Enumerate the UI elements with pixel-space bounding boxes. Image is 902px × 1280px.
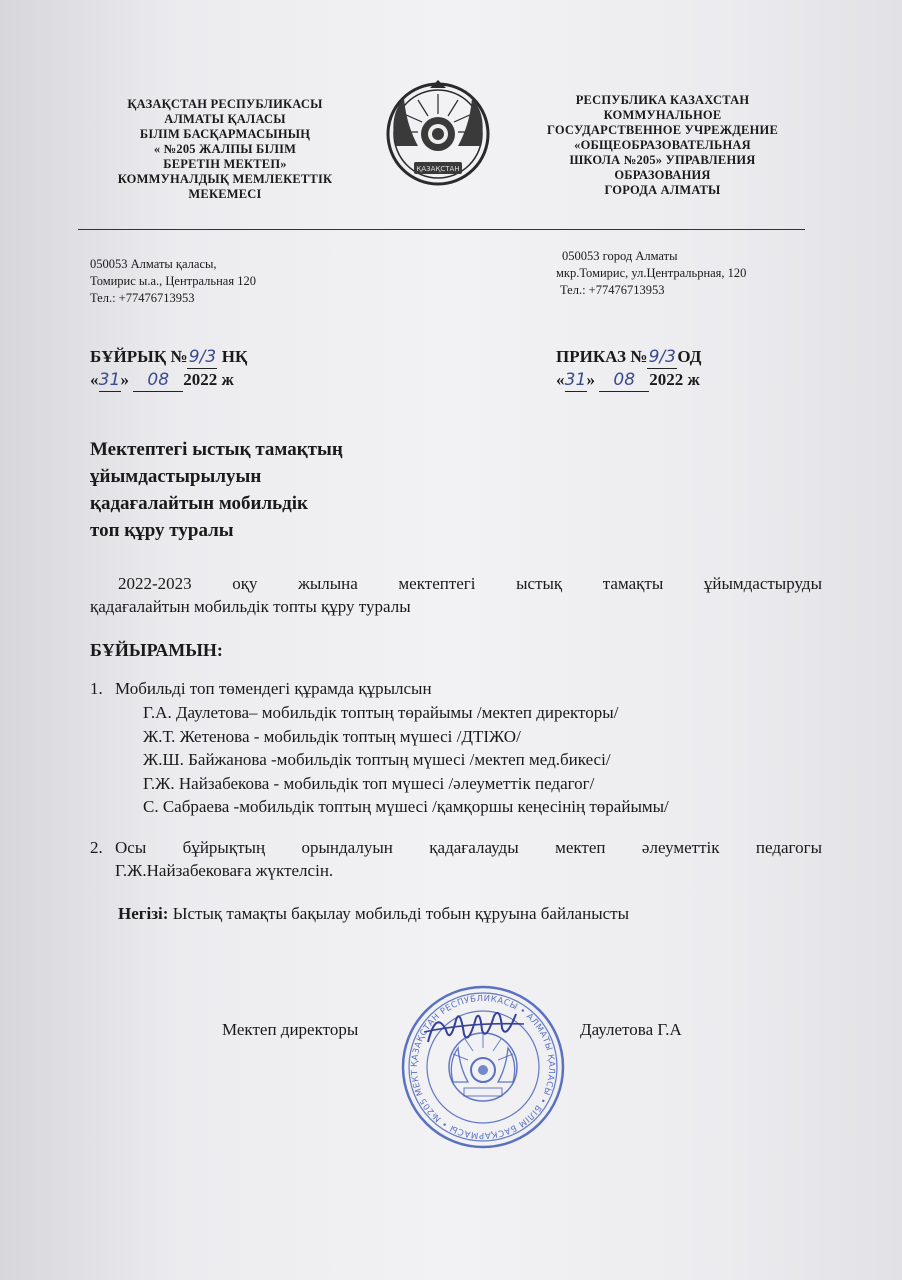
- member-item: Ж.Ш. Байжанова -мобильдік топтың мүшесі /мектеп мед.бикесі/: [143, 750, 611, 769]
- signature-name: Даулетова Г.А: [580, 1020, 682, 1039]
- header-ru-line: «ОБЩЕОБРАЗОВАТЕЛЬНАЯ: [574, 138, 751, 152]
- member-item: Г.Ж. Найзабекова - мобильдік топ мүшесі /әлеуметтік педагог/: [143, 773, 595, 793]
- list-item-2: [90, 836, 822, 882]
- order-kz-date-line: «31» 08 2022 ж: [90, 370, 234, 390]
- header-ru-line: ШКОЛА №205» УПРАВЛЕНИЯ: [569, 153, 756, 167]
- header-kz-line: ҚАЗАҚСТАН РЕСПУБЛИКАСЫ: [127, 97, 323, 111]
- address-ru-line: мкр.Томирис, ул.Центральрная, 120: [556, 266, 747, 280]
- basis-label: Негізі:: [118, 904, 169, 923]
- list-number: 1.: [90, 679, 103, 698]
- title-line: Мектептегі ыстық тамақтың: [90, 439, 343, 460]
- header-kz-line: БЕРЕТІН МЕКТЕП»: [163, 157, 287, 171]
- order-kz-month: 08: [133, 369, 183, 392]
- header-ru: [530, 93, 795, 198]
- address-ru-line: 050053 город Алматы: [562, 249, 678, 263]
- order-ru-date-line: «31» 08 2022 ж: [556, 370, 700, 390]
- header-kz-line: КОММУНАЛДЫҚ МЕМЛЕКЕТТІК: [117, 172, 333, 186]
- header-ru-line: ГОРОДА АЛМАТЫ: [604, 183, 721, 197]
- signature-role: Мектеп директоры: [222, 1020, 359, 1039]
- intro-paragraph: [90, 572, 822, 618]
- order-ru-number: 9/3: [648, 347, 676, 367]
- order-kz-day: 31: [98, 370, 121, 390]
- list-item-2-line-2: Г.Ж.Найзабековаға жүктелсін.: [115, 861, 334, 880]
- order-kz-number-line: [90, 346, 390, 369]
- decree-heading: БҰЙЫРАМЫН:: [90, 640, 223, 660]
- signature-graphic: [420, 1000, 530, 1060]
- stamp-ring-text: ҚАЗАҚСТАН РЕСПУБЛИКАСЫ • АЛМАТЫ ҚАЛАСЫ • БІЛІМ БАСҚАРМАСЫ • №205 МЕКТ: [409, 993, 557, 1141]
- header-divider: [78, 229, 805, 230]
- member-item: С. Сабраева -мобильдік топтың мүшесі /қамқоршы кеңесінің төрайымы/: [143, 797, 669, 816]
- header-ru-line: РЕСПУБЛИКА КАЗАХСТАН: [575, 93, 750, 107]
- order-ru: [556, 346, 856, 392]
- order-kz-suffix: НҚ: [217, 347, 248, 366]
- header-kz-line: БІЛІМ БАСҚАРМАСЫНЫҢ: [139, 127, 311, 141]
- order-ru-month: 08: [599, 369, 649, 392]
- order-ru-label: ПРИКАЗ №: [556, 347, 648, 366]
- order-kz-number: 9/3: [188, 347, 217, 367]
- address-ru-line: Тел.: +77476713953: [560, 283, 665, 297]
- list-number: 2.: [90, 838, 103, 857]
- address-kz-line: Томирис ы.а., Центральная 120: [90, 274, 256, 288]
- emblem-label: ҚАЗАҚСТАН: [416, 165, 460, 173]
- order-kz: [90, 346, 390, 392]
- order-ru-year: 2022 ж: [649, 370, 700, 389]
- header-kz-line: АЛМАТЫ ҚАЛАСЫ: [164, 112, 286, 126]
- list-item-2-line-1: Осы бұйрықтың орындалуын қадағалауды мектеп әлеуметтік педагогы: [115, 838, 822, 857]
- address-kz-line: Тел.: +77476713953: [90, 291, 195, 305]
- basis-line: [118, 902, 818, 925]
- address-ru: [556, 248, 856, 299]
- order-kz-year: 2022 ж: [183, 370, 234, 389]
- header-kz-line: « №205 ЖАЛПЫ БІЛІМ: [153, 142, 297, 156]
- order-ru-suffix: ОД: [677, 347, 702, 366]
- header-ru-line: ОБРАЗОВАНИЯ: [614, 168, 711, 182]
- document-title: [90, 436, 490, 544]
- member-list: [143, 701, 833, 819]
- list-item-1: [90, 677, 822, 700]
- order-ru-day: 31: [564, 370, 587, 390]
- list-item-1-text: Мобильді топ төмендегі құрамда құрылсын: [115, 679, 432, 698]
- director-signature: [420, 1000, 530, 1060]
- order-kz-label: БҰЙРЫҚ №: [90, 347, 188, 366]
- address-kz-line: 050053 Алматы қаласы,: [90, 257, 217, 271]
- title-line: қадағалайтын мобильдік: [90, 493, 309, 514]
- title-line: топ құру туралы: [90, 520, 234, 541]
- header-ru-line: ГОСУДАРСТВЕННОЕ УЧРЕЖДЕНИЕ: [547, 123, 778, 137]
- state-emblem: [378, 76, 498, 196]
- address-kz: [90, 256, 390, 307]
- title-line: ұйымдастырылуын: [90, 466, 262, 487]
- intro-line-2: қадағалайтын мобильдік топты құру туралы: [90, 597, 411, 616]
- header-kz-line: МЕКЕМЕСІ: [188, 187, 262, 201]
- emblem-graphic: [378, 76, 498, 196]
- intro-line-1: 2022-2023 оқу жылына мектептегі ыстық тамақты ұйымдастыруды: [118, 574, 822, 593]
- header-kz: [100, 97, 350, 202]
- member-item: Ж.Т. Жетенова - мобильдік топтың мүшесі /ДТІЖО/: [143, 726, 521, 746]
- basis-text: Ыстық тамақты бақылау мобильді тобын құруына байланысты: [168, 904, 630, 923]
- member-item: Г.А. Даулетова– мобильдік топтың төрайымы /мектеп директоры/: [143, 703, 619, 722]
- header-ru-line: КОММУНАЛЬНОЕ: [603, 108, 722, 122]
- order-ru-number-line: [556, 346, 856, 369]
